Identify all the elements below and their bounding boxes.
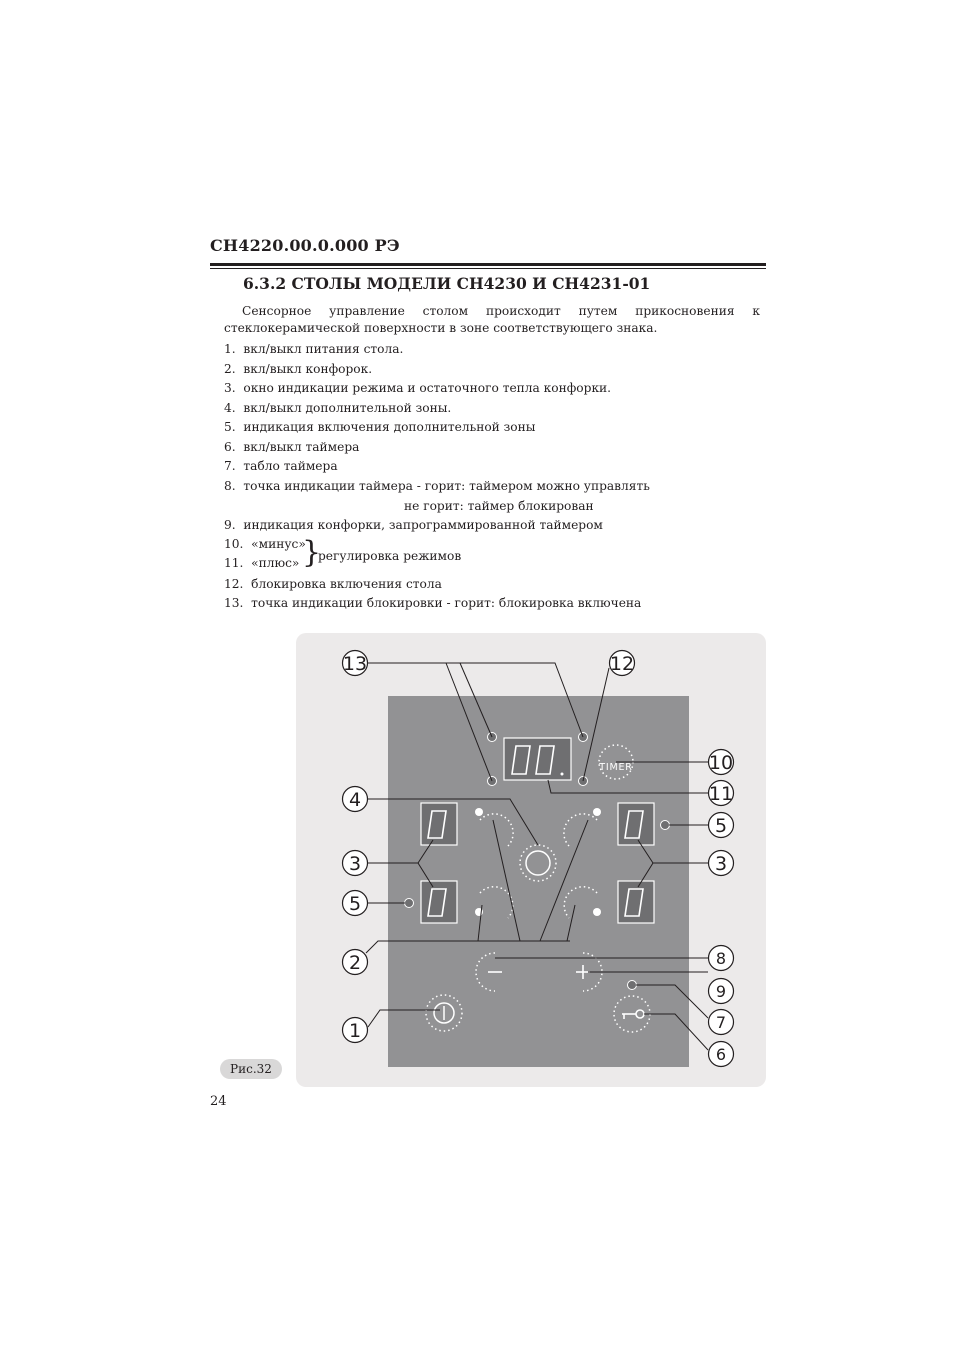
svg-text:1: 1 [348, 1020, 362, 1042]
svg-text:7: 7 [715, 1013, 727, 1032]
callout-7 [709, 781, 734, 806]
callout-4 [343, 787, 368, 812]
zone-display-bottom-right [618, 881, 654, 923]
legend-item-13: 13. точка индикации блокировки - горит: блокировка включена [224, 596, 642, 610]
section-title: 6.3.2 СТОЛЫ МОДЕЛИ СН4230 И СН4231-01 [243, 274, 651, 293]
svg-text:3: 3 [714, 853, 728, 875]
callout-6 [709, 750, 734, 775]
zone-display-top-right [618, 803, 654, 845]
legend-item-7: 7. табло таймера [224, 459, 338, 473]
legend-item-6: 6. вкл/выкл таймера [224, 439, 360, 454]
svg-text:11: 11 [708, 783, 734, 805]
callout-3-right [709, 851, 734, 876]
legend-item-5: 5. индикация включения дополнительной зоны [224, 420, 536, 434]
svg-text:10: 10 [708, 752, 734, 774]
svg-text:5: 5 [714, 815, 728, 837]
legend-item-12: 12. блокировка включения стола [224, 576, 442, 591]
svg-text:2: 2 [348, 952, 362, 974]
zone-display-bottom-left [421, 881, 457, 923]
legend-item-10: 10. «минус» [224, 537, 306, 551]
svg-text:4: 4 [348, 789, 362, 811]
legend-item-4: 4. вкл/выкл дополнительной зоны. [224, 400, 452, 415]
legend-item-1: 1. вкл/выкл питания стола. [224, 342, 404, 356]
extra-zone-dot-left [405, 899, 414, 908]
intro-paragraph: Сенсорное управление столом происходит путем прикосновения к стеклокерамической поверхности в зоне соответствующего знака. [224, 304, 760, 335]
zone-display-top-left [421, 803, 457, 845]
svg-text:9: 9 [715, 982, 727, 1001]
callout-13 [709, 1010, 734, 1035]
svg-text:3: 3 [348, 853, 362, 875]
legend-item-3: 3. окно индикации режима и остаточного тепла конфорки. [224, 381, 612, 395]
svg-text:5: 5 [348, 893, 362, 915]
svg-text:6: 6 [715, 1045, 727, 1064]
callout-11 [709, 979, 734, 1004]
callout-2 [343, 950, 368, 975]
callout-5-right [709, 813, 734, 838]
legend-item-8: 8. точка индикации таймера - горит: таймером можно управлять [224, 478, 650, 493]
page-number: 24 [210, 1094, 227, 1109]
callout-12 [709, 1042, 734, 1067]
callout-5-left [343, 891, 368, 916]
figure-caption: Рис.32 [220, 1059, 282, 1079]
brace-symbol: } [302, 535, 322, 570]
callout-1 [343, 1018, 368, 1043]
timer-label: TIMER [599, 762, 633, 773]
svg-text:12: 12 [609, 653, 635, 675]
legend-item-11: 11. «плюс» [224, 556, 300, 570]
svg-text:8: 8 [715, 949, 727, 968]
callout-8 [610, 651, 635, 676]
legend-item-9: 9. индикация конфорки, запрограммированной таймером [224, 517, 603, 532]
lock-indicator-dot [628, 981, 637, 990]
callout-3-left [343, 851, 368, 876]
callout-10 [709, 946, 734, 971]
extra-zone-dot-right [661, 821, 670, 830]
brace-label: регулировка режимов [318, 549, 462, 563]
callout-9 [343, 651, 368, 676]
svg-text:13: 13 [342, 653, 368, 675]
doc-code: СН4220.00.0.000 РЭ [210, 236, 400, 255]
legend-item-2: 2. вкл/выкл конфорок. [224, 361, 373, 376]
legend-8-continuation: не горит: таймер блокирован [404, 499, 594, 513]
